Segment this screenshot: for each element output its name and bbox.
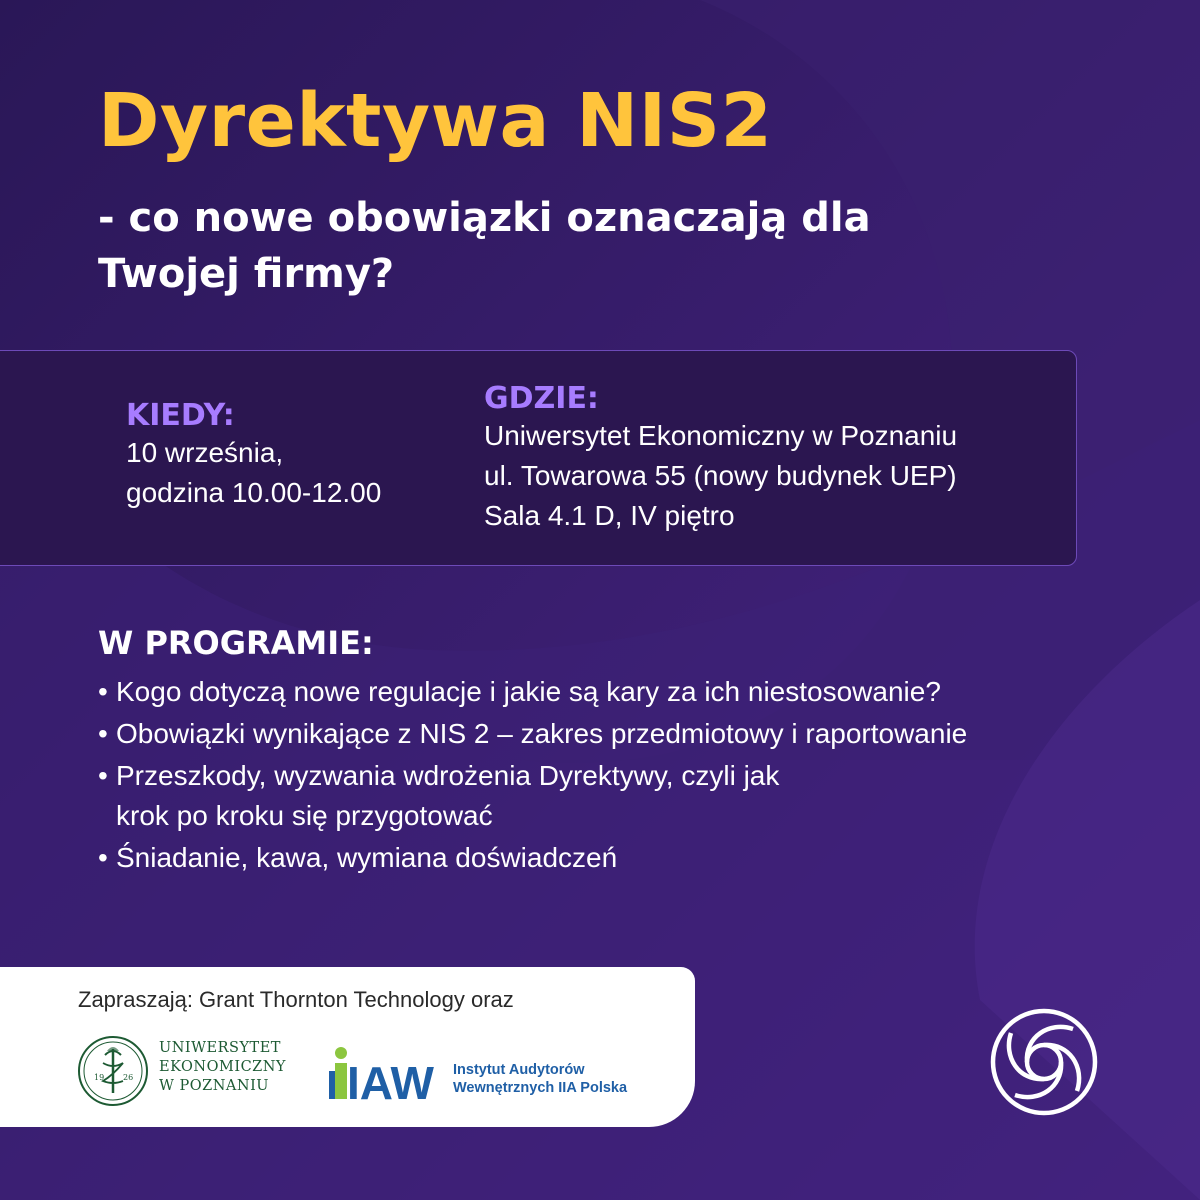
- page-title: Dyrektywa NIS2: [98, 78, 773, 164]
- iaw-name: [453, 1061, 627, 1097]
- program-item: [98, 672, 1138, 712]
- program-item-text-continued: krok po kroku się przygotować: [116, 800, 493, 831]
- program-item: [98, 756, 1138, 836]
- when-date: 10 września,: [126, 437, 284, 468]
- uep-year-left: 19: [94, 1073, 105, 1082]
- invite-text: Zapraszają: Grant Thornton Technology oraz: [78, 987, 514, 1012]
- bullet-icon: •: [98, 718, 108, 749]
- when-label: KIEDY:: [126, 398, 235, 433]
- bullet-icon: •: [98, 676, 108, 707]
- program-title: W PROGRAMIE:: [98, 624, 374, 662]
- uep-name-line-1: UNIWERSYTET: [159, 1040, 281, 1056]
- uep-emblem-icon: [75, 1033, 151, 1109]
- where-room: Sala 4.1 D, IV piętro: [484, 500, 735, 531]
- page-subtitle: [98, 190, 998, 302]
- where-venue: Uniwersytet Ekonomiczny w Poznaniu: [484, 420, 958, 451]
- organizers-card: [0, 967, 695, 1127]
- program-item-text: Obowiązki wynikające z NIS 2 – zakres przedmiotowy i raportowanie: [116, 718, 968, 749]
- program-item-text: Śniadanie, kawa, wymiana doświadczeń: [116, 842, 618, 873]
- subtitle-line-1: - co nowe obowiązki oznaczają dla: [98, 195, 871, 241]
- iaw-name-line-1: Instytut Audytorów: [453, 1062, 585, 1078]
- where-address: ul. Towarowa 55 (nowy budynek UEP): [484, 460, 957, 491]
- when-section: [126, 398, 381, 513]
- bullet-icon: •: [98, 842, 108, 873]
- uep-name: [159, 1039, 286, 1096]
- uep-name-line-2: EKONOMICZNY: [159, 1059, 286, 1075]
- program-item: [98, 714, 1138, 754]
- program-list: [98, 672, 1138, 880]
- brand-swirl-icon: [989, 1007, 1099, 1117]
- subtitle-line-2: Twojej firmy?: [98, 251, 395, 297]
- program-item-text: Kogo dotyczą nowe regulacje i jakie są kary za ich niestosowanie?: [116, 676, 941, 707]
- uep-year-right: 26: [123, 1073, 134, 1082]
- uep-name-line-3: W POZNANIU: [159, 1078, 270, 1094]
- when-time: godzina 10.00-12.00: [126, 477, 382, 508]
- iaw-logo-text: IAW: [347, 1057, 434, 1107]
- iaw-logo: [325, 1045, 665, 1107]
- bullet-icon: •: [98, 760, 108, 791]
- uep-logo: [75, 1033, 345, 1109]
- where-section: [484, 381, 957, 536]
- iaw-logo-icon: [325, 1045, 447, 1107]
- event-info-card: [0, 350, 1077, 566]
- program-item-text: Przeszkody, wyzwania wdrożenia Dyrektywy, czyli jak: [116, 760, 780, 791]
- iaw-name-line-2: Wewnętrznych IIA Polska: [453, 1080, 628, 1096]
- program-item: [98, 838, 1138, 878]
- where-label: GDZIE:: [484, 381, 599, 416]
